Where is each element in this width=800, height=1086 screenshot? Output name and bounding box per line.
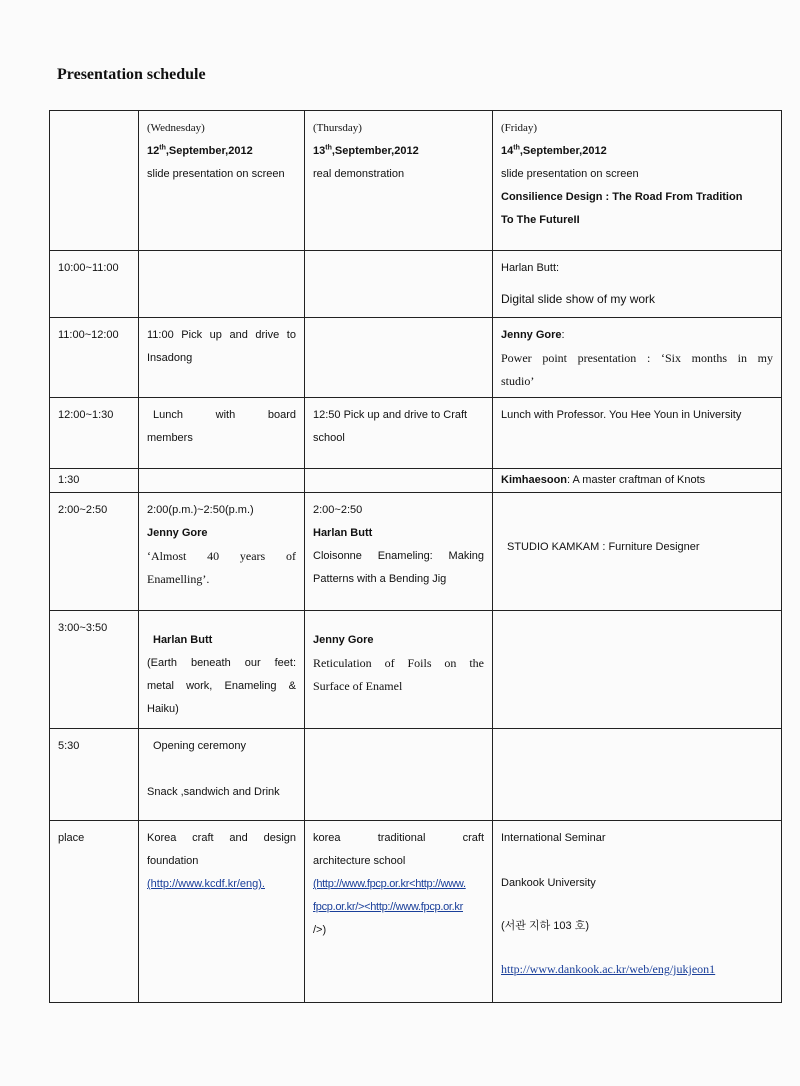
time-cell: 5:30 <box>50 729 139 821</box>
friday-cell <box>493 318 782 398</box>
day-header-thursday <box>305 111 493 251</box>
seminar-subtitle: To The FutureII <box>501 214 580 226</box>
month-year: ,September,2012 <box>165 145 253 157</box>
venue-link[interactable]: http://www.dankook.ac.kr/web/eng/jukjeon1 <box>501 962 716 976</box>
month-year: ,September,2012 <box>519 145 607 157</box>
venue-room: (서관 지하 103 호) <box>501 920 589 932</box>
wednesday-cell <box>139 611 305 729</box>
wednesday-cell <box>139 398 305 469</box>
day-header-friday <box>493 111 782 251</box>
venue-link-end: />) <box>313 924 327 936</box>
presenter-name: Jenny Gore <box>501 329 562 341</box>
thursday-cell <box>305 398 493 469</box>
event-text: 12:50 Pick up and drive to Craft <box>313 409 468 421</box>
table-row <box>50 251 782 318</box>
thursday-cell <box>305 821 493 1003</box>
time-cell: 2:00~2:50 <box>50 493 139 611</box>
wednesday-cell <box>139 251 305 318</box>
session-description: studio’ <box>501 374 535 388</box>
session-description: Surface of Enamel <box>313 679 403 693</box>
venue-link[interactable]: fpcp.or.kr/><http://www.fpcp.or.kr <box>313 901 463 913</box>
day-header-wednesday <box>139 111 305 251</box>
session-description: : A master craftman of Knots <box>567 474 706 486</box>
day-suffix: th <box>325 144 332 152</box>
event-text: Lunch with board <box>153 409 296 421</box>
presenter-name: Harlan Butt: <box>501 262 560 274</box>
time-cell: 12:00~1:30 <box>50 398 139 469</box>
day-suffix: th <box>159 144 166 152</box>
friday-cell <box>493 493 782 611</box>
wednesday-cell <box>139 821 305 1003</box>
day-number: 13 <box>313 145 326 157</box>
table-row <box>50 821 782 1003</box>
event-text: Opening ceremony <box>153 740 246 752</box>
thursday-cell <box>305 251 493 318</box>
weekday-label: (Friday) <box>501 122 538 134</box>
session-description: Haiku) <box>147 703 179 715</box>
friday-cell <box>493 469 782 493</box>
friday-cell <box>493 821 782 1003</box>
header-row <box>50 111 782 251</box>
day-number: 12 <box>147 145 160 157</box>
corner-cell <box>50 111 139 251</box>
venue-link[interactable]: (http://www.kcdf.kr/eng). <box>147 878 265 890</box>
session-description: Patterns with a Bending Jig <box>313 573 447 585</box>
session-type: real demonstration <box>313 168 405 180</box>
session-description: Enamelling’. <box>147 572 210 586</box>
thursday-cell <box>305 611 493 729</box>
friday-cell <box>493 251 782 318</box>
day-suffix: th <box>513 144 520 152</box>
presenter-name: Jenny Gore <box>147 527 208 539</box>
friday-cell <box>493 611 782 729</box>
presenter-name: Harlan Butt <box>313 527 373 539</box>
session-description: Reticulation of Foils on the <box>313 656 484 670</box>
session-description: Cloisonne Enameling: Making <box>313 550 484 562</box>
event-text: 11:00 Pick up and drive to <box>147 329 296 341</box>
event-text: Snack ,sandwich and Drink <box>147 786 280 798</box>
session-type: slide presentation on screen <box>147 168 285 180</box>
event-text: Lunch with Professor. You Hee Youn in University <box>501 409 742 421</box>
presenter-name: Jenny Gore <box>313 634 374 646</box>
thursday-cell <box>305 318 493 398</box>
session-description: Digital slide show of my work <box>501 292 656 306</box>
venue-link[interactable]: (http://www.fpcp.or.kr<http://www. <box>313 878 466 890</box>
place-label-cell: place <box>50 821 139 1003</box>
weekday-label: (Thursday) <box>313 122 362 134</box>
wednesday-cell <box>139 469 305 493</box>
venue-name: korea traditional craft <box>313 832 484 844</box>
thursday-cell <box>305 729 493 821</box>
weekday-label: (Wednesday) <box>147 122 205 134</box>
session-description: ‘Almost 40 years of <box>147 549 296 563</box>
venue-name: foundation <box>147 855 199 867</box>
table-row <box>50 318 782 398</box>
time-cell: 3:00~3:50 <box>50 611 139 729</box>
session-description: STUDIO KAMKAM : Furniture Designer <box>507 541 700 553</box>
page-title: Presentation schedule <box>57 66 206 83</box>
session-time: 2:00~2:50 <box>313 504 363 516</box>
presenter-name: Harlan Butt <box>153 634 213 646</box>
event-text: school <box>313 432 345 444</box>
thursday-cell <box>305 493 493 611</box>
event-text: Insadong <box>147 352 193 364</box>
wednesday-cell <box>139 729 305 821</box>
table-row <box>50 729 782 821</box>
time-cell: 11:00~12:00 <box>50 318 139 398</box>
venue-name: International Seminar <box>501 832 606 844</box>
seminar-title: Consilience Design : The Road From Tradition <box>501 191 743 203</box>
session-description: Power point presentation : ‘Six months in my <box>501 351 773 365</box>
venue-name: architecture school <box>313 855 406 867</box>
presenter-name: Kimhaesoon <box>501 474 568 486</box>
session-type: slide presentation on screen <box>501 168 639 180</box>
month-year: ,September,2012 <box>331 145 419 157</box>
time-cell: 10:00~11:00 <box>50 251 139 318</box>
friday-cell <box>493 398 782 469</box>
venue-name: Dankook University <box>501 877 596 889</box>
wednesday-cell <box>139 318 305 398</box>
session-description: (Earth beneath our feet: <box>147 657 296 669</box>
session-description: metal work, Enameling & <box>147 680 296 692</box>
punctuation: : <box>561 329 565 341</box>
wednesday-cell <box>139 493 305 611</box>
venue-name: Korea craft and design <box>147 832 296 844</box>
schedule-table <box>49 110 782 1003</box>
table-row <box>50 469 782 493</box>
thursday-cell <box>305 469 493 493</box>
table-row <box>50 493 782 611</box>
friday-cell <box>493 729 782 821</box>
event-text: members <box>147 432 193 444</box>
time-cell: 1:30 <box>50 469 139 493</box>
day-number: 14 <box>501 145 514 157</box>
session-time: 2:00(p.m.)~2:50(p.m.) <box>147 504 254 516</box>
table-row <box>50 611 782 729</box>
table-row <box>50 398 782 469</box>
